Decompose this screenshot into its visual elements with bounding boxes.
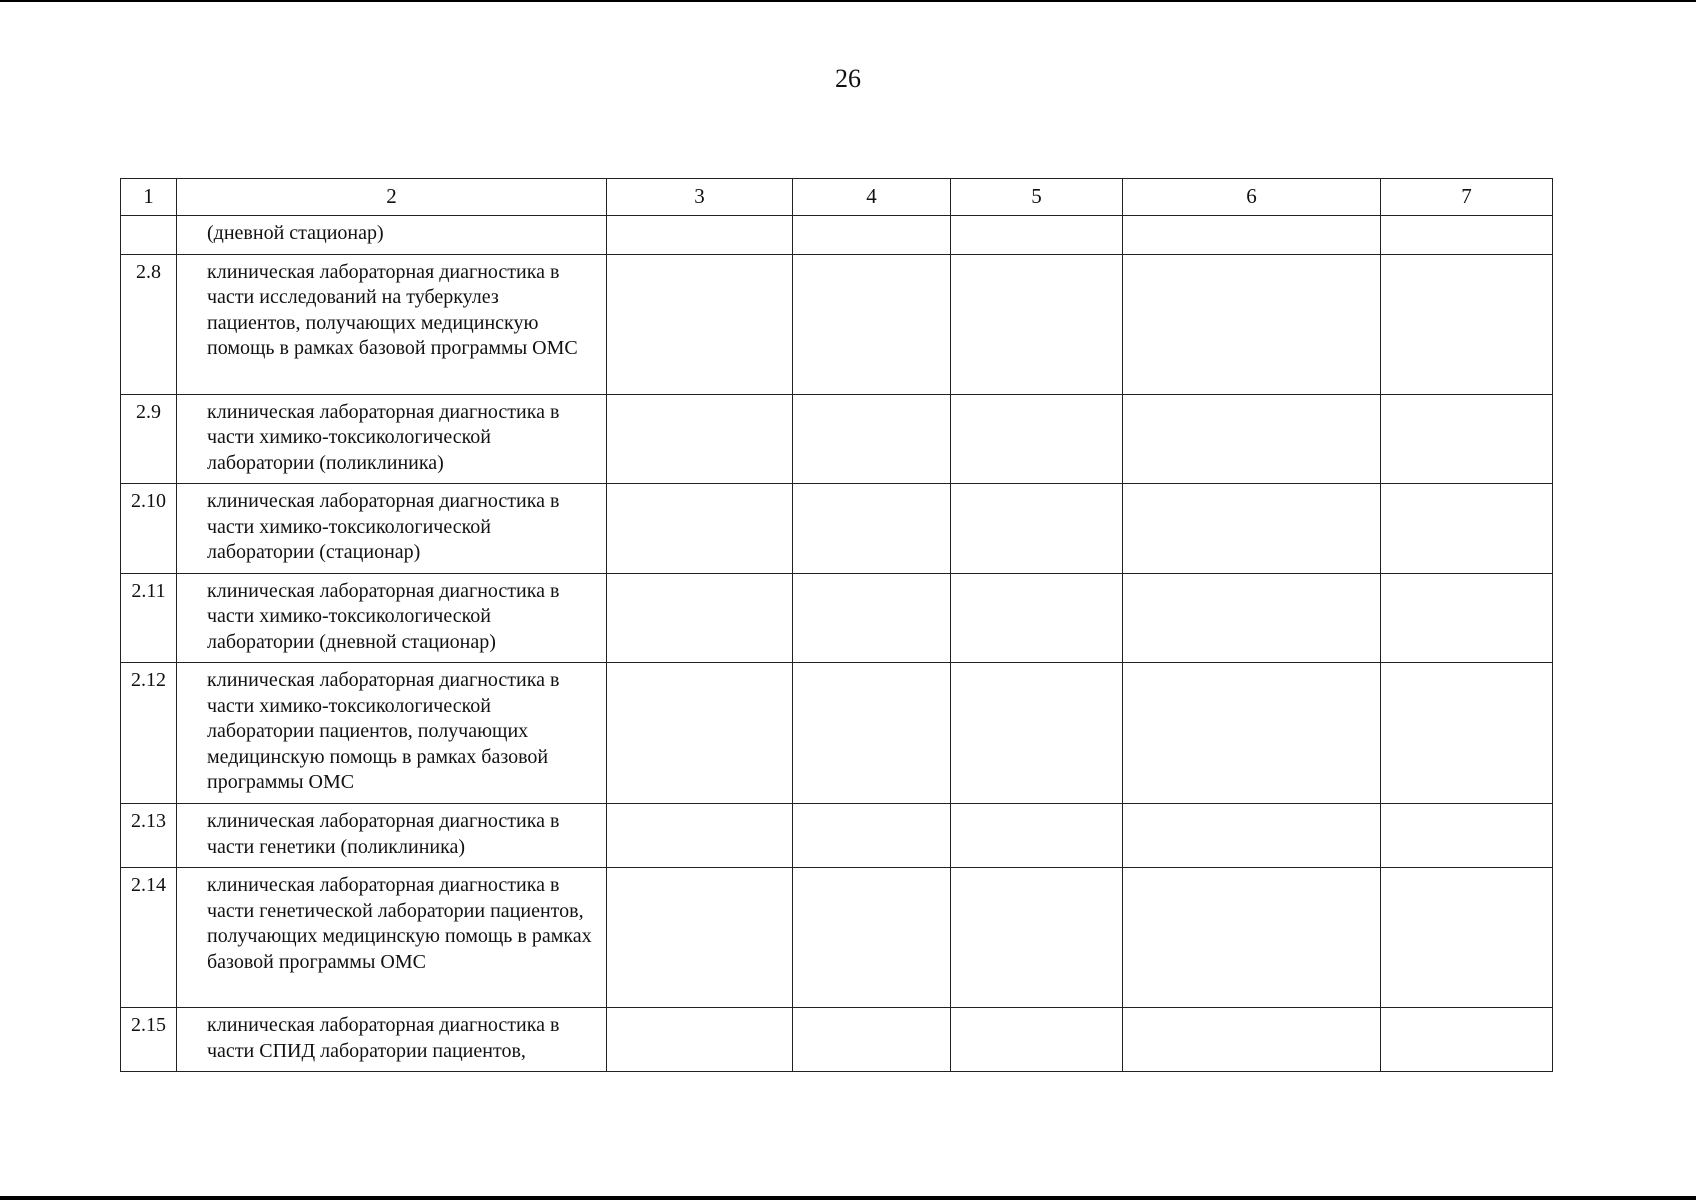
- empty-cell: [1381, 573, 1553, 663]
- page-top-border: [0, 0, 1696, 2]
- empty-cell: [1123, 868, 1381, 1008]
- empty-cell: [793, 216, 951, 255]
- page-number: 26: [835, 64, 861, 93]
- empty-cell: [793, 1008, 951, 1072]
- empty-cell: [1123, 804, 1381, 868]
- empty-cell: [793, 573, 951, 663]
- empty-cell: [951, 573, 1123, 663]
- row-description: клиническая лабораторная диагностика в части химико-токсикологической лаборатории (дневной стационар): [177, 573, 607, 663]
- table-row: [121, 868, 1553, 1008]
- empty-cell: [607, 573, 793, 663]
- table-row: [121, 573, 1553, 663]
- table-row: [121, 216, 1553, 255]
- table-row: [121, 804, 1553, 868]
- row-description: клиническая лабораторная диагностика в части исследований на туберкулез пациентов, получающих медицинскую помощь в рамках базовой программы ОМС: [177, 254, 607, 394]
- column-header-6: 6: [1123, 179, 1381, 216]
- empty-cell: [607, 663, 793, 804]
- empty-cell: [793, 868, 951, 1008]
- row-number: 2.10: [121, 484, 177, 574]
- empty-cell: [607, 1008, 793, 1072]
- empty-cell: [1123, 1008, 1381, 1072]
- column-header-4: 4: [793, 179, 951, 216]
- empty-cell: [1123, 573, 1381, 663]
- column-header-1: 1: [121, 179, 177, 216]
- row-number: 2.14: [121, 868, 177, 1008]
- row-number: 2.15: [121, 1008, 177, 1072]
- row-description: клиническая лабораторная диагностика в части генетической лаборатории пациентов, получающих медицинскую помощь в рамках базовой программы ОМС: [177, 868, 607, 1008]
- row-number: 2.11: [121, 573, 177, 663]
- table-row: [121, 484, 1553, 574]
- table-row: [121, 1008, 1553, 1072]
- data-table: [120, 178, 1553, 1072]
- row-number: 2.13: [121, 804, 177, 868]
- empty-cell: [951, 868, 1123, 1008]
- empty-cell: [607, 216, 793, 255]
- empty-cell: [1381, 484, 1553, 574]
- row-description: (дневной стационар): [177, 216, 607, 255]
- empty-cell: [951, 804, 1123, 868]
- empty-cell: [607, 804, 793, 868]
- empty-cell: [607, 484, 793, 574]
- empty-cell: [607, 868, 793, 1008]
- empty-cell: [1381, 804, 1553, 868]
- empty-cell: [951, 394, 1123, 484]
- row-description: клиническая лабораторная диагностика в части генетики (поликлиника): [177, 804, 607, 868]
- empty-cell: [951, 254, 1123, 394]
- row-number: 2.9: [121, 394, 177, 484]
- row-description: клиническая лабораторная диагностика в части СПИД лаборатории пациентов,: [177, 1008, 607, 1072]
- empty-cell: [607, 394, 793, 484]
- row-number: 2.8: [121, 254, 177, 394]
- empty-cell: [1381, 1008, 1553, 1072]
- row-description: клиническая лабораторная диагностика в части химико-токсикологической лаборатории пациентов, получающих медицинскую помощь в рамках базовой программы ОМС: [177, 663, 607, 804]
- column-header-2: 2: [177, 179, 607, 216]
- empty-cell: [1123, 663, 1381, 804]
- empty-cell: [951, 1008, 1123, 1072]
- empty-cell: [951, 663, 1123, 804]
- table-row: [121, 663, 1553, 804]
- empty-cell: [793, 804, 951, 868]
- empty-cell: [1381, 216, 1553, 255]
- empty-cell: [951, 484, 1123, 574]
- empty-cell: [1123, 254, 1381, 394]
- column-header-3: 3: [607, 179, 793, 216]
- row-description: клиническая лабораторная диагностика в части химико-токсикологической лаборатории (стационар): [177, 484, 607, 574]
- column-header-5: 5: [951, 179, 1123, 216]
- empty-cell: [1381, 663, 1553, 804]
- empty-cell: [793, 254, 951, 394]
- empty-cell: [793, 663, 951, 804]
- row-description: клиническая лабораторная диагностика в части химико-токсикологической лаборатории (поликлиника): [177, 394, 607, 484]
- empty-cell: [1123, 484, 1381, 574]
- empty-cell: [1123, 216, 1381, 255]
- empty-cell: [1381, 254, 1553, 394]
- table-header-row: [121, 179, 1553, 216]
- page-bottom-border: [0, 1196, 1696, 1200]
- empty-cell: [793, 394, 951, 484]
- table-row: [121, 254, 1553, 394]
- empty-cell: [1381, 394, 1553, 484]
- row-number: [121, 216, 177, 255]
- empty-cell: [951, 216, 1123, 255]
- column-header-7: 7: [1381, 179, 1553, 216]
- empty-cell: [1123, 394, 1381, 484]
- empty-cell: [793, 484, 951, 574]
- empty-cell: [607, 254, 793, 394]
- row-number: 2.12: [121, 663, 177, 804]
- table-row: [121, 394, 1553, 484]
- empty-cell: [1381, 868, 1553, 1008]
